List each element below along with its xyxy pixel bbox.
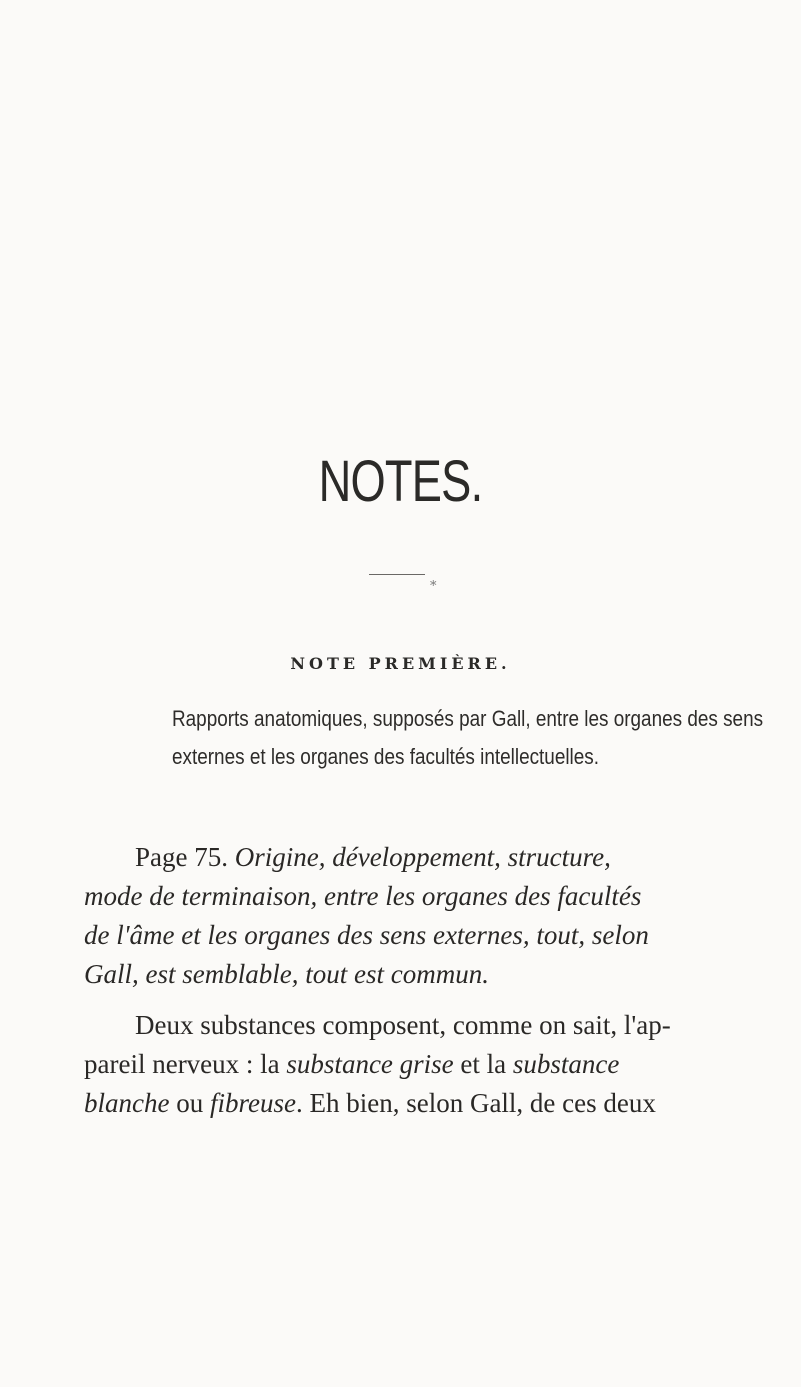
italic-text: substance grise — [286, 1049, 454, 1079]
paragraph-page-reference — [84, 838, 744, 994]
paragraph-line: Deux substances composent, comme on sait, l'ap- — [135, 1010, 671, 1040]
paragraph-line: de l'âme et les organes des sens externes, tout, selon — [84, 920, 649, 950]
paragraph-line — [84, 838, 744, 877]
paragraph-line — [84, 1084, 744, 1123]
note-subtitle-line-2: externes et les organes des facultés intellectuelles. — [172, 744, 600, 769]
note-heading: NOTE PREMIÈRE. — [290, 654, 511, 673]
ornament-glyph: * — [430, 579, 437, 594]
paragraph-line: Gall, est semblable, tout est commun. — [84, 959, 489, 989]
page-reference: Page 75. — [135, 842, 228, 872]
text-run: et la — [453, 1049, 513, 1079]
note-subtitle — [172, 700, 764, 776]
italic-text: substance — [512, 1049, 620, 1079]
italic-text: Origine, développement, structure, — [234, 842, 611, 872]
title-rule — [369, 574, 425, 575]
paragraph-line — [84, 1045, 744, 1084]
text-run: ou — [169, 1088, 210, 1118]
italic-text: blanche — [84, 1088, 170, 1118]
italic-text: fibreuse — [209, 1088, 296, 1118]
page-title: NOTES. — [318, 449, 483, 514]
paragraph-line: mode de terminaison, entre les organes des facultés — [84, 881, 642, 911]
text-run: . Eh bien, selon Gall, de ces deux — [295, 1088, 656, 1118]
paragraph-deux-substances — [84, 1006, 744, 1123]
text-run: pareil nerveux : la — [84, 1049, 287, 1079]
note-subtitle-line-1: Rapports anatomiques, supposés par Gall, entre les organes des sens — [172, 706, 764, 731]
